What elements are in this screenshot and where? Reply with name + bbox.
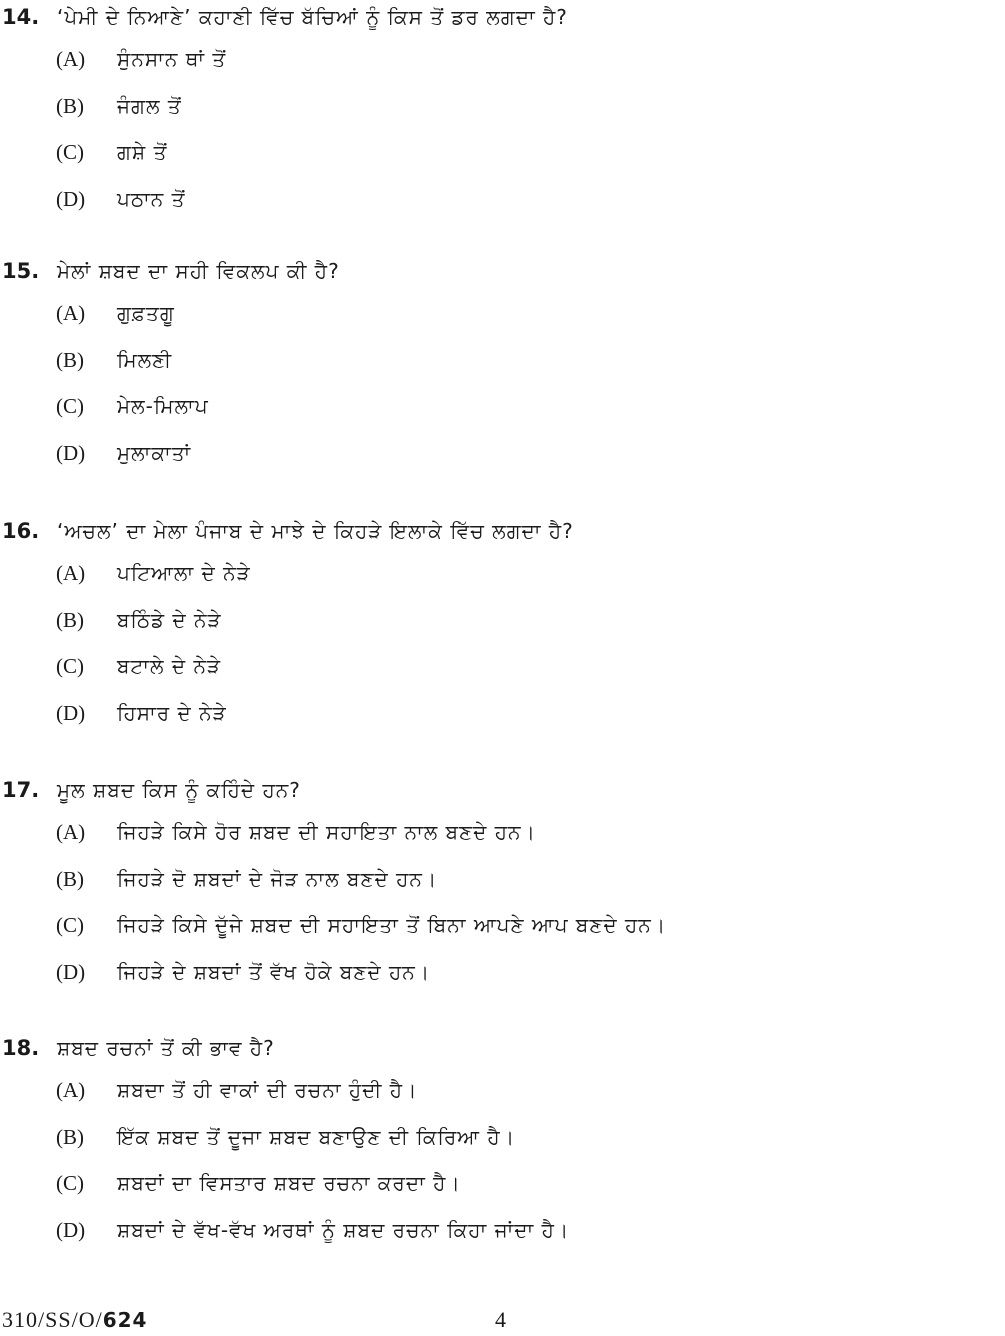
question-text: ਸ਼ਬਦ ਰਚਨਾਂ ਤੋਂ ਕੀ ਭਾਵ ਹੈ? <box>57 1036 275 1060</box>
option-text: ਜੰਗਲ ਤੋਂ <box>117 93 182 118</box>
option-c <box>0 1158 1000 1205</box>
question-text: ਮੂਲ ਸ਼ਬਦ ਕਿਸ ਨੂੰ ਕਹਿੰਦੇ ਹਨ? <box>57 778 301 802</box>
option-text: ਗਸ਼ੇ ਤੋਂ <box>117 140 168 164</box>
option-c <box>0 381 1000 428</box>
option-label: (B) <box>56 1124 84 1149</box>
option-text: ਜਿਹੜੇ ਕਿਸੇ ਹੋਰ ਸ਼ਬਦ ਦੀ ਸਹਾਇਤਾ ਨਾਲ ਬਣਦੇ ਹਨ। <box>117 820 537 844</box>
option-d <box>0 947 1000 994</box>
option-text: ਜਿਹੜੇ ਦੇ ਸ਼ਬਦਾਂ ਤੋਂ ਵੱਖ ਹੋਕੇ ਬਣਦੇ ਹਨ। <box>117 959 431 984</box>
option-text: ਪਠਾਨ ਤੋਂ <box>117 186 186 211</box>
option-label: (C) <box>56 913 84 937</box>
question-number: 18. <box>2 1036 40 1060</box>
option-b <box>0 335 1000 382</box>
option-d <box>0 688 1000 735</box>
option-a <box>0 288 1000 335</box>
option-text: ਸ਼ਬਦਾ ਤੋਂ ਹੀ ਵਾਕਾਂ ਦੀ ਰਚਨਾ ਹੁੰਦੀ ਹੈ। <box>117 1078 418 1102</box>
option-label: (B) <box>56 347 84 372</box>
question-stem <box>0 514 1000 548</box>
option-b <box>0 595 1000 642</box>
option-c <box>0 641 1000 688</box>
option-label: (D) <box>56 959 86 984</box>
option-text: ਸ਼ਬਦਾਂ ਦਾ ਵਿਸਤਾਰ ਸ਼ਬਦ ਰਚਨਾ ਕਰਦਾ ਹੈ। <box>117 1171 461 1195</box>
question-14 <box>0 0 1000 220</box>
question-stem <box>0 0 1000 34</box>
option-c <box>0 900 1000 947</box>
option-text: ਬਟਾਲੇ ਦੇ ਨੇੜੇ <box>117 654 222 678</box>
option-text: ਹਿਸਾਰ ਦੇ ਨੇੜੇ <box>117 700 227 725</box>
paper-code <box>2 1304 147 1336</box>
option-a <box>0 1065 1000 1112</box>
option-label: (B) <box>56 93 84 118</box>
option-label: (A) <box>56 561 86 585</box>
question-17 <box>0 773 1000 993</box>
option-b <box>0 81 1000 128</box>
option-label: (A) <box>56 47 86 71</box>
option-a <box>0 34 1000 81</box>
question-18 <box>0 1031 1000 1251</box>
option-c <box>0 127 1000 174</box>
option-label: (D) <box>56 1217 86 1242</box>
question-stem <box>0 254 1000 288</box>
option-label: (C) <box>56 1171 84 1195</box>
option-text: ਮੇਲ-ਮਿਲਾਪ <box>117 394 209 418</box>
option-text: ਗੁਫ਼ਤਗੂ <box>117 301 175 325</box>
question-text: ‘ਪੇਮੀ ਦੇ ਨਿਆਣੇ’ ਕਹਾਣੀ ਵਿੱਚ ਬੱਚਿਆਂ ਨੂੰ ਕਿਸ ਤੋਂ ਡਰ ਲਗਦਾ ਹੈ? <box>57 5 568 29</box>
option-text: ਜਿਹੜੇ ਦੋ ਸ਼ਬਦਾਂ ਦੇ ਜੋੜ ਨਾਲ ਬਣਦੇ ਹਨ। <box>117 866 438 891</box>
option-d <box>0 428 1000 475</box>
option-label: (B) <box>56 866 84 891</box>
option-label: (D) <box>56 440 86 465</box>
question-stem <box>0 1031 1000 1065</box>
option-text: ਬਠਿੰਡੇ ਦੇ ਨੇੜੇ <box>117 607 222 632</box>
paper-code-prefix: 310/SS/O/ <box>2 1307 103 1332</box>
paper-code-number: 624 <box>102 1308 148 1332</box>
option-label: (A) <box>56 820 86 844</box>
question-15 <box>0 254 1000 474</box>
option-b <box>0 854 1000 901</box>
option-label: (A) <box>56 301 86 325</box>
option-label: (A) <box>56 1078 86 1102</box>
question-16 <box>0 514 1000 734</box>
question-text: ‘ਅਚਲ’ ਦਾ ਮੇਲਾ ਪੰਜਾਬ ਦੇ ਮਾਝੇ ਦੇ ਕਿਹੜੇ ਇਲਾਕੇ ਵਿੱਚ ਲਗਦਾ ਹੈ? <box>57 519 574 543</box>
question-number: 15. <box>2 259 40 283</box>
option-a <box>0 548 1000 595</box>
option-d <box>0 1205 1000 1252</box>
option-d <box>0 174 1000 221</box>
option-label: (D) <box>56 186 86 211</box>
option-label: (D) <box>56 700 86 725</box>
option-b <box>0 1112 1000 1159</box>
option-text: ਮੁਲਾਕਾਤਾਂ <box>117 440 192 465</box>
option-text: ਸੁੰਨਸਾਨ ਥਾਂ ਤੋਂ <box>117 47 227 71</box>
option-text: ਮਿਲਣੀ <box>117 347 173 372</box>
page-number: 4 <box>495 1307 506 1332</box>
option-label: (C) <box>56 394 84 418</box>
question-stem <box>0 773 1000 807</box>
option-label: (C) <box>56 654 84 678</box>
option-label: (B) <box>56 607 84 632</box>
option-text: ਪਟਿਆਲਾ ਦੇ ਨੇੜੇ <box>117 561 251 585</box>
option-a <box>0 807 1000 854</box>
option-text: ਇੱਕ ਸ਼ਬਦ ਤੋਂ ਦੂਜਾ ਸ਼ਬਦ ਬਣਾਉਣ ਦੀ ਕਿਰਿਆ ਹੈ। <box>117 1124 516 1149</box>
question-number: 16. <box>2 519 40 543</box>
option-text: ਜਿਹੜੇ ਕਿਸੇ ਦੂੱਜੇ ਸ਼ਬਦ ਦੀ ਸਹਾਇਤਾ ਤੋਂ ਬਿਨਾ ਆਪਣੇ ਆਪ ਬਣਦੇ ਹਨ। <box>117 913 667 937</box>
question-number: 17. <box>2 778 40 802</box>
question-text: ਮੇਲਾਂ ਸ਼ਬਦ ਦਾ ਸਹੀ ਵਿਕਲਪ ਕੀ ਹੈ? <box>57 259 340 283</box>
option-text: ਸ਼ਬਦਾਂ ਦੇ ਵੱਖ-ਵੱਖ ਅਰਥਾਂ ਨੂੰ ਸ਼ਬਦ ਰਚਨਾ ਕਿਹਾ ਜਾਂਦਾ ਹੈ। <box>117 1217 570 1242</box>
option-label: (C) <box>56 140 84 164</box>
question-number: 14. <box>2 5 40 29</box>
